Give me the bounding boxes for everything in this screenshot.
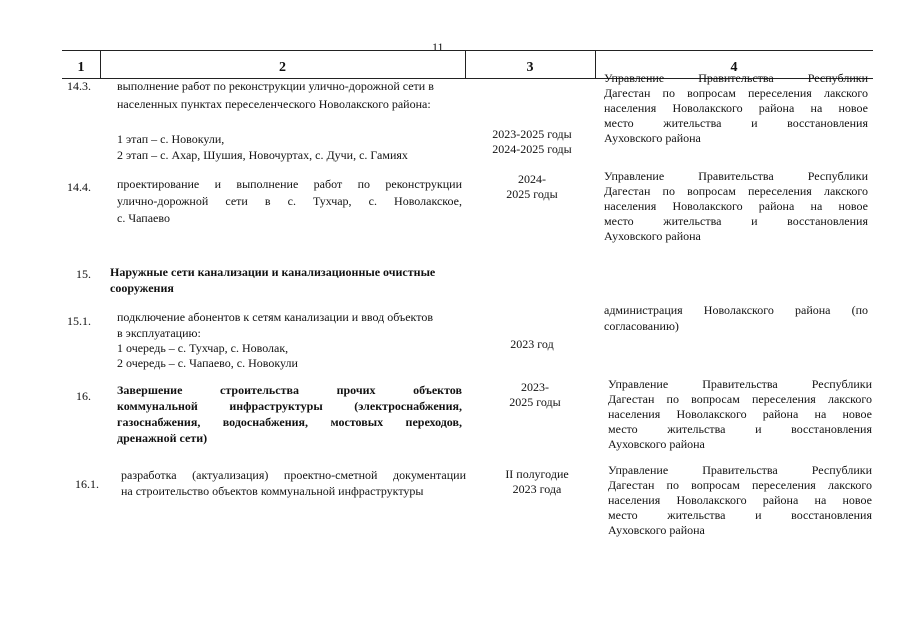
row-period: 2025 годы xyxy=(506,187,558,201)
row-responsible: место жительства и восстановления xyxy=(604,116,868,130)
row-responsible: согласованию) xyxy=(604,319,679,333)
row-responsible: населения Новолакского района на новое xyxy=(604,101,868,115)
row-responsible: населения Новолакского района на новое xyxy=(608,407,872,421)
row-text: улично-дорожной сети в с. Тухчар, с. Новолакское, xyxy=(117,194,462,208)
row-responsible: Дагестан по вопросам переселения лакского xyxy=(604,86,868,100)
row-period: 2023 года xyxy=(512,482,562,496)
row-responsible: место жительства и восстановления xyxy=(608,422,872,436)
row-text: 1 очередь – с. Тухчар, с. Новолак, xyxy=(117,341,289,355)
row-text: населенных пунктах переселенческого Новолакского района: xyxy=(117,97,431,111)
row-period: 2025 годы xyxy=(509,395,561,409)
row-number: 16. xyxy=(76,389,91,403)
row-text: 1 этап – с. Новокули, xyxy=(117,132,225,146)
section-title: газоснабжения, водоснабжения, мостовых переходов, xyxy=(117,415,462,429)
section-title: дренажной сети) xyxy=(117,431,208,445)
header-col-2: 2 xyxy=(279,60,286,75)
row-responsible: Дагестан по вопросам переселения лакского xyxy=(604,184,868,198)
row-responsible: администрация Новолакского района (по xyxy=(604,303,868,317)
section-title: Наружные сети канализации и канализационные очистные xyxy=(110,265,436,279)
section-title: Завершение строительства прочих объектов xyxy=(117,383,462,397)
row-text: выполнение работ по реконструкции улично-дорожной сети в xyxy=(117,79,434,93)
row-number: 16.1. xyxy=(75,477,99,491)
row-responsible: Ауховского района xyxy=(608,437,705,451)
row-number: 15.1. xyxy=(67,314,91,328)
row-responsible: населения Новолакского района на новое xyxy=(604,199,868,213)
row-text: разработка (актуализация) проектно-сметной документации xyxy=(121,468,466,482)
row-number: 14.4. xyxy=(67,180,91,194)
section-title: сооружения xyxy=(110,281,174,295)
row-responsible: Дагестан по вопросам переселения лакского xyxy=(608,478,872,492)
row-responsible: населения Новолакского района на новое xyxy=(608,493,872,507)
row-number: 14.3. xyxy=(67,79,91,93)
row-responsible: Управление Правительства Республики xyxy=(608,463,872,477)
row-responsible: Ауховского района xyxy=(608,523,705,537)
row-responsible: Управление Правительства Республики xyxy=(608,377,872,391)
page-number: 11 xyxy=(432,40,444,54)
row-responsible: место жительства и восстановления xyxy=(608,508,872,522)
row-period: 2023-2025 годы xyxy=(492,127,572,141)
row-text: 2 очередь – с. Чапаево, с. Новокули xyxy=(117,356,298,370)
row-responsible: Ауховского района xyxy=(604,229,701,243)
row-text: 2 этап – с. Ахар, Шушия, Новочуртах, с. Дучи, с. Гамиях xyxy=(117,148,408,162)
row-text: с. Чапаево xyxy=(117,211,170,225)
row-responsible: Управление Правительства Республики xyxy=(604,169,868,183)
row-period: 2024-2025 годы xyxy=(492,142,572,156)
header-col-1: 1 xyxy=(77,60,85,75)
section-title: коммунальной инфраструктуры (электроснабжения, xyxy=(117,399,462,413)
row-period: 2023 год xyxy=(510,337,554,351)
row-period: II полугодие xyxy=(505,467,569,481)
row-period: 2023- xyxy=(521,380,549,394)
row-text: подключение абонентов к сетям канализации и ввод объектов xyxy=(117,310,433,324)
row-text: проектирование и выполнение работ по реконструкции xyxy=(117,177,462,191)
row-responsible: Дагестан по вопросам переселения лакского xyxy=(608,392,872,406)
row-responsible: Управление Правительства Республики xyxy=(604,71,868,85)
row-number: 15. xyxy=(76,267,91,281)
row-responsible: место жительства и восстановления xyxy=(604,214,868,228)
header-col-4: 4 xyxy=(730,60,738,75)
header-col-3: 3 xyxy=(526,60,534,75)
row-text: в эксплуатацию: xyxy=(117,326,201,340)
row-period: 2024- xyxy=(518,172,546,186)
row-text: на строительство объектов коммунальной инфраструктуры xyxy=(121,484,424,498)
row-responsible: Ауховского района xyxy=(604,131,701,145)
